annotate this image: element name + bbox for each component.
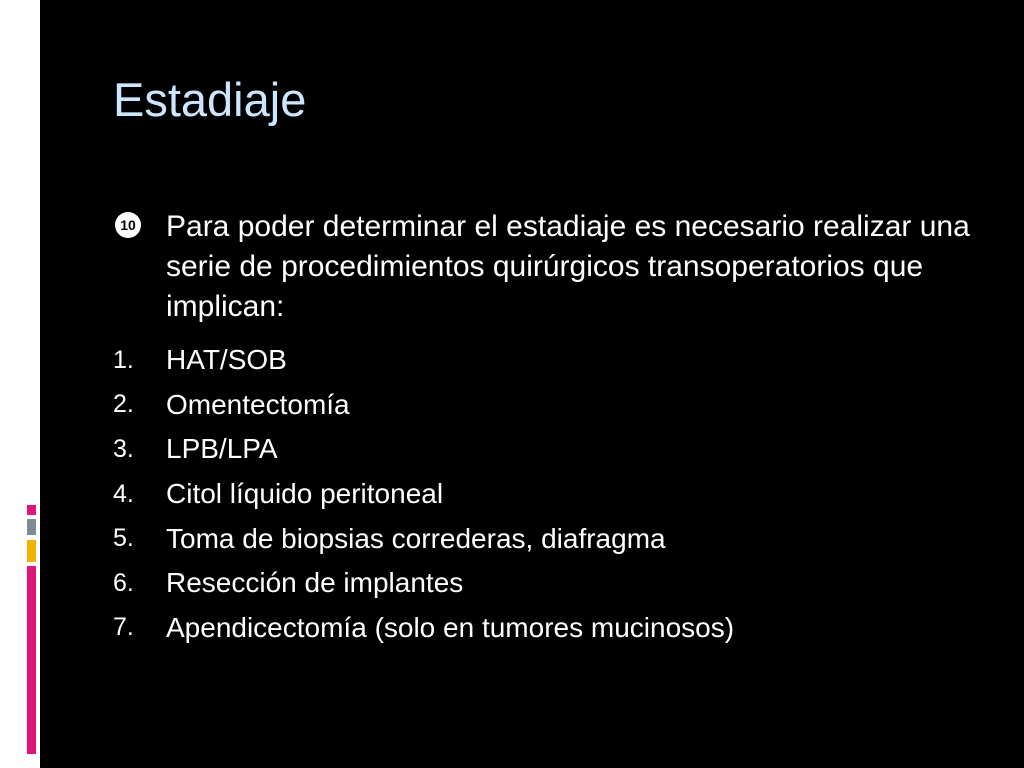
lead-paragraph: [115, 207, 975, 327]
lead-text: Para poder determinar el estadiaje es necesario realizar una serie de procedimientos quirúrgicos transoperatorios que implican:: [166, 210, 970, 323]
list-item-text: Citol líquido peritoneal: [166, 478, 444, 510]
list-item-text: Toma de biopsias correderas, diafragma: [166, 522, 666, 554]
circled-number-ten-icon: 10: [115, 212, 141, 238]
procedure-list: [113, 338, 734, 650]
list-item-text: HAT/SOB: [166, 344, 287, 376]
list-item-number: 2.: [113, 390, 134, 419]
accent-strip-gray: [27, 519, 36, 535]
list-item: [113, 338, 734, 383]
list-item-text: Resección de implantes: [166, 567, 464, 599]
list-item-text: Omentectomía: [166, 388, 350, 420]
accent-strip-pink-top: [27, 505, 36, 515]
list-item: [113, 383, 734, 428]
accent-strip-pink-long: [27, 566, 36, 754]
list-item-number: 1.: [113, 345, 134, 374]
list-item-number: 7.: [113, 613, 134, 642]
list-item-number: 3.: [113, 434, 134, 463]
list-item: [113, 606, 734, 651]
accent-strip-yellow: [27, 540, 36, 562]
list-item-text: Apendicectomía (solo en tumores mucinosos): [166, 611, 735, 643]
slide-title: Estadiaje: [113, 73, 307, 126]
list-item: [113, 561, 734, 606]
list-item-number: 4.: [113, 479, 134, 508]
list-item-number: 5.: [113, 524, 134, 553]
list-item: [113, 427, 734, 472]
list-item-number: 6.: [113, 568, 134, 597]
list-item: [113, 472, 734, 517]
list-item-text: LPB/LPA: [166, 433, 278, 465]
list-item: [113, 516, 734, 561]
